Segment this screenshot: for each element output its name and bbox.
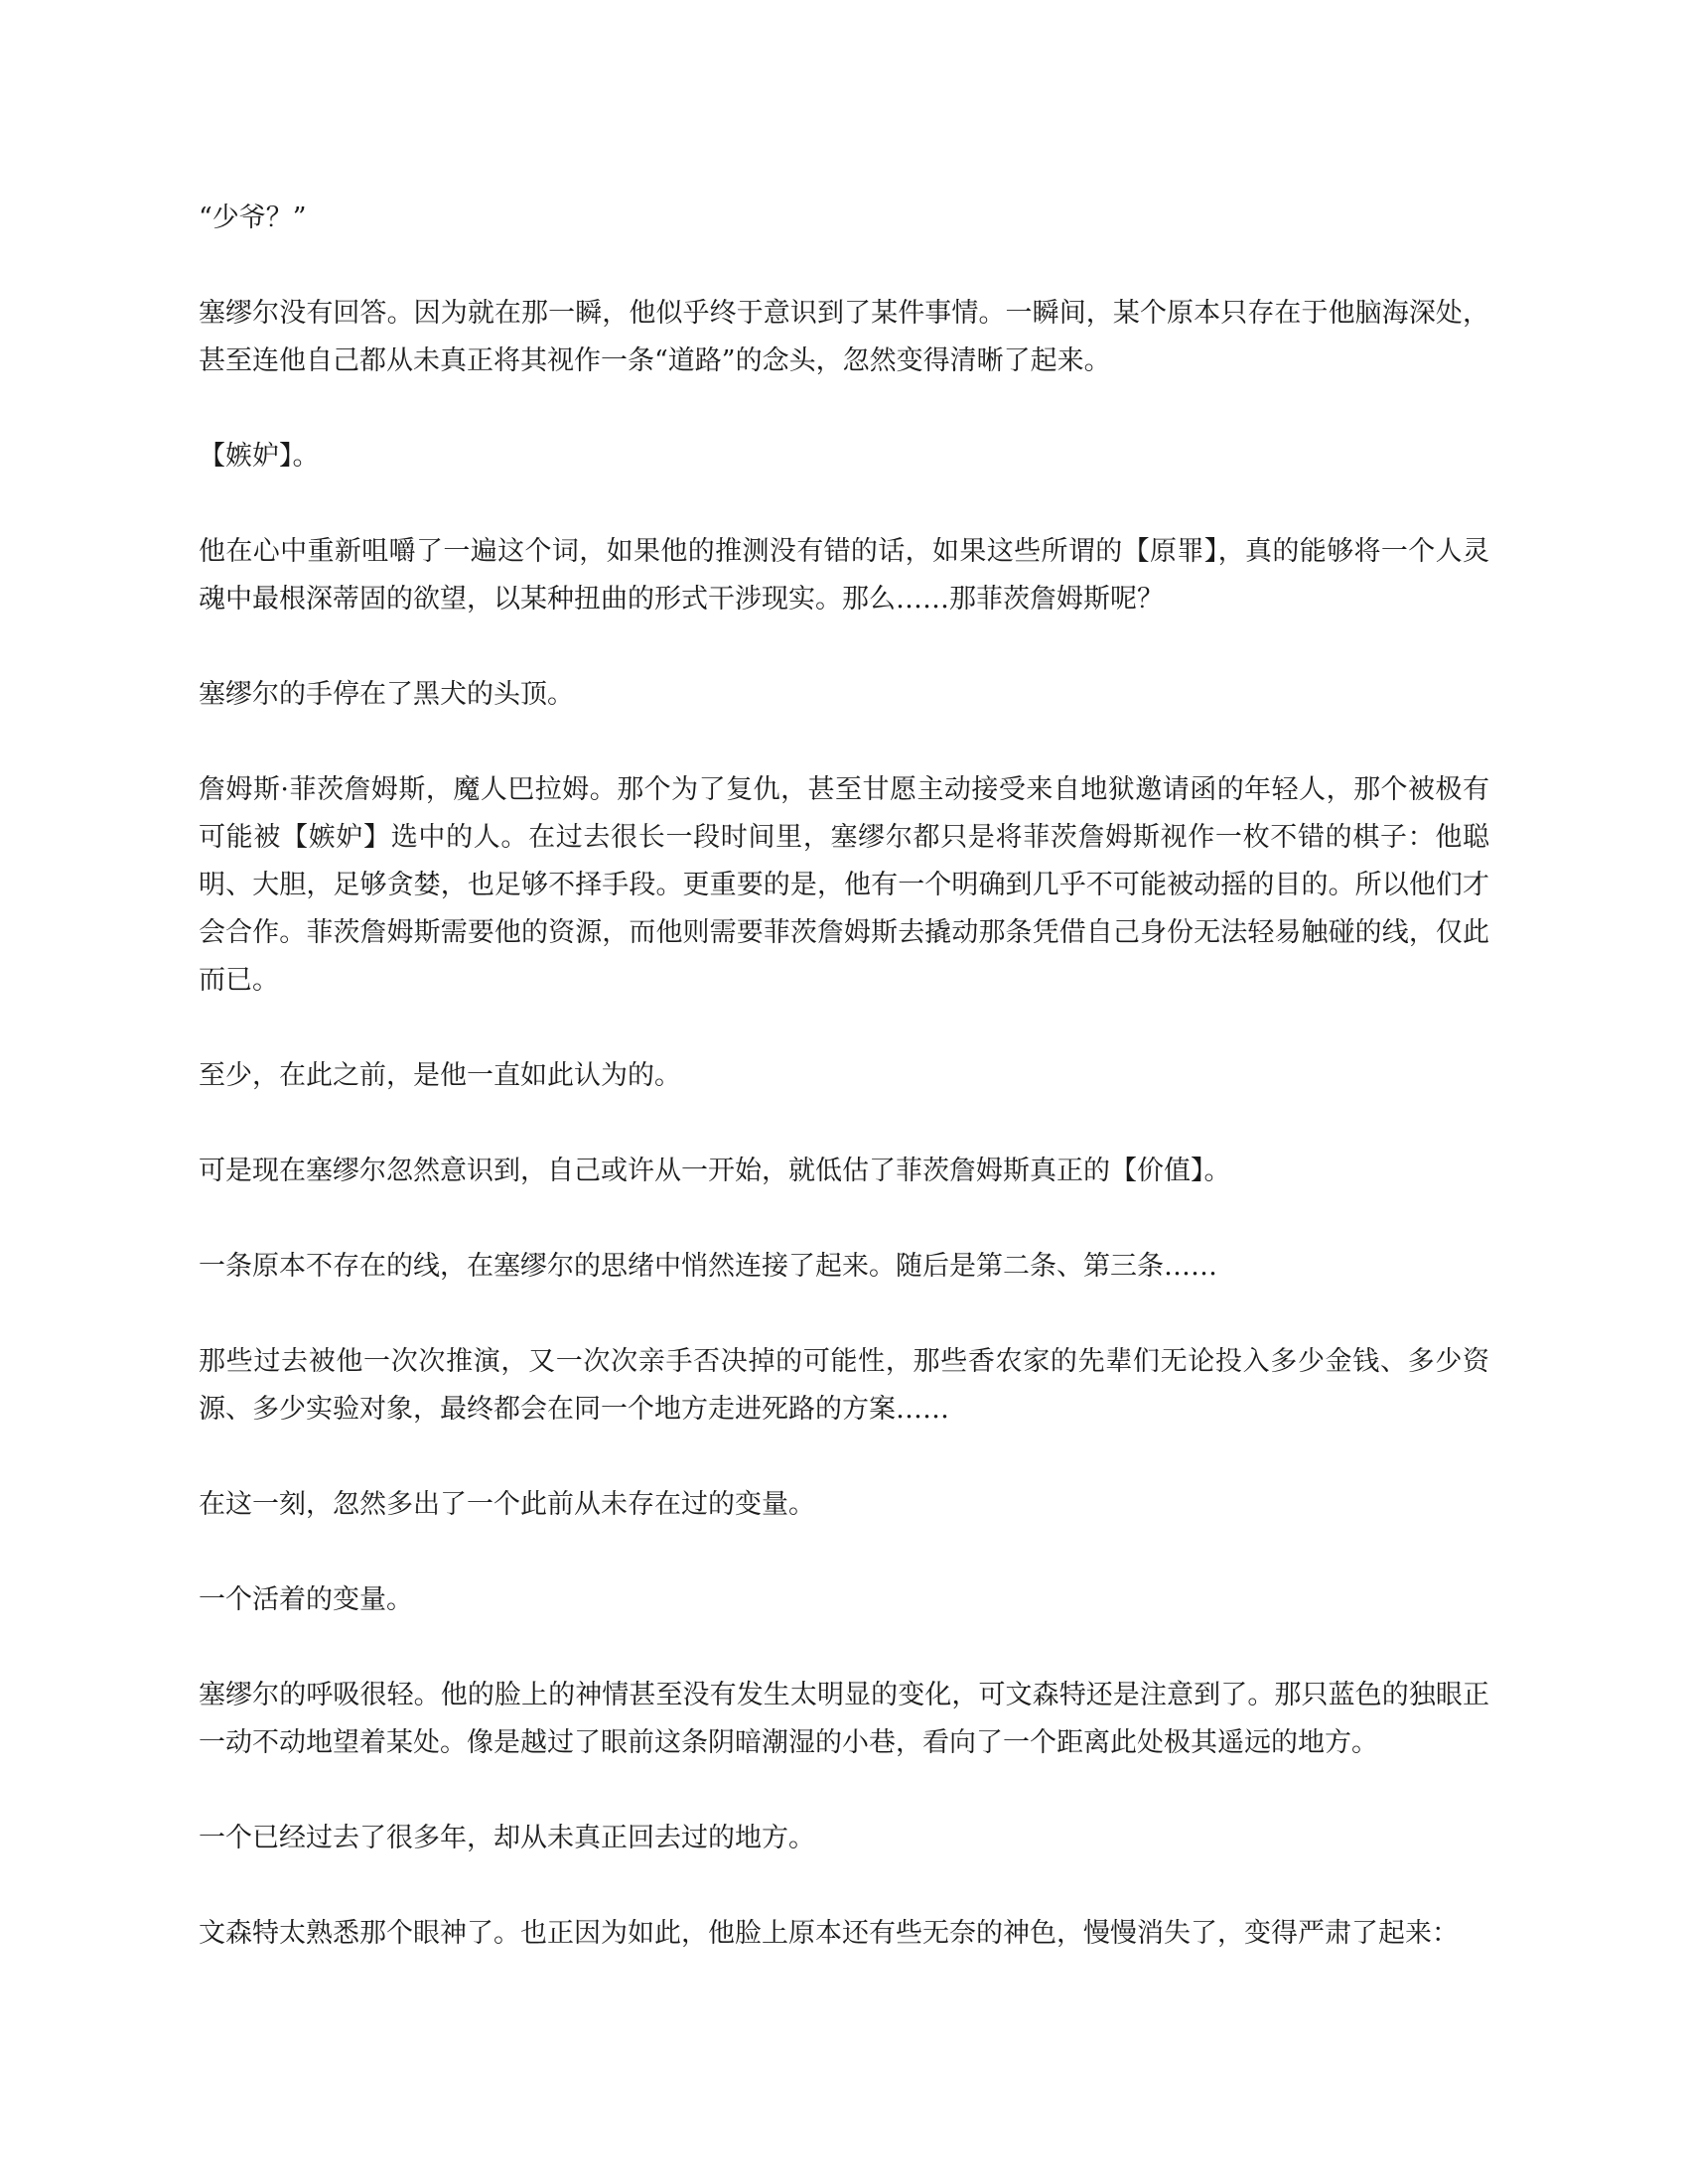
paragraph-10: 那些过去被他一次次推演，又一次次亲手否决掉的可能性，那些香农家的先辈们无论投入多少金钱、多少资源、多少实验对象，最终都会在同一个地方走进死路的方案…… — [199, 1346, 1489, 1425]
paragraph-4: 他在心中重新咀嚼了一遍这个词，如果他的推测没有错的话，如果这些所谓的【原罪】，真的能够将一个人灵魂中最根深蒂固的欲望，以某种扭曲的形式干涉现实。那么……那菲茨詹姆斯呢？ — [199, 536, 1489, 614]
paragraph-14: 一个已经过去了很多年，却从未真正回去过的地方。 — [199, 1823, 815, 1853]
paragraph-6: 詹姆斯·菲茨詹姆斯，魔人巴拉姆。那个为了复仇，甚至甘愿主动接受来自地狱邀请函的年轻人，那个被极有可能被【嫉妒】选中的人。在过去很长一段时间里，塞缪尔都只是将菲茨詹姆斯视作一枚不错的棋子：他聪明、大胆，足够贪婪，也足够不择手段。更重要的是，他有一个明确到几乎不可能被动摇的目的。所以他们才会合作。菲茨詹姆斯需要他的资源，而他则需要菲茨詹姆斯去撬动那条凭借自己身份无法轻易触碰的线，仅此而已。 — [199, 774, 1489, 996]
paragraph-11: 在这一刻，忽然多出了一个此前从未存在过的变量。 — [199, 1489, 815, 1520]
paragraph-2: 塞缪尔没有回答。因为就在那一瞬，他似乎终于意识到了某件事情。一瞬间，某个原本只存在于他脑海深处，甚至连他自己都从未真正将其视作一条“道路”的念头，忽然变得清晰了起来。 — [199, 298, 1489, 376]
paragraph-15: 文森特太熟悉那个眼神了。也正因为如此，他脸上原本还有些无奈的神色，慢慢消失了，变得严肃了起来： — [199, 1918, 1459, 1949]
paragraph-9: 一条原本不存在的线，在塞缪尔的思绪中悄然连接了起来。随后是第二条、第三条…… — [199, 1251, 1217, 1282]
paragraph-7: 至少，在此之前，是他一直如此认为的。 — [199, 1060, 681, 1091]
paragraph-8: 可是现在塞缪尔忽然意识到，自己或许从一开始，就低估了菲茨詹姆斯真正的【价值】。 — [199, 1156, 1231, 1186]
paragraph-12: 一个活着的变量。 — [199, 1584, 413, 1615]
paragraph-13: 塞缪尔的呼吸很轻。他的脸上的神情甚至没有发生太明显的变化，可文森特还是注意到了。那只蓝色的独眼正一动不动地望着某处。像是越过了眼前这条阴暗潮湿的小巷，看向了一个距离此处极其遥远的地方。 — [199, 1680, 1489, 1758]
document-body — [199, 195, 1489, 2005]
paragraph-5: 塞缪尔的手停在了黑犬的头顶。 — [199, 679, 574, 710]
paragraph-3: 【嫉妒】。 — [199, 441, 320, 472]
paragraph-1: “少爷？” — [199, 203, 307, 233]
